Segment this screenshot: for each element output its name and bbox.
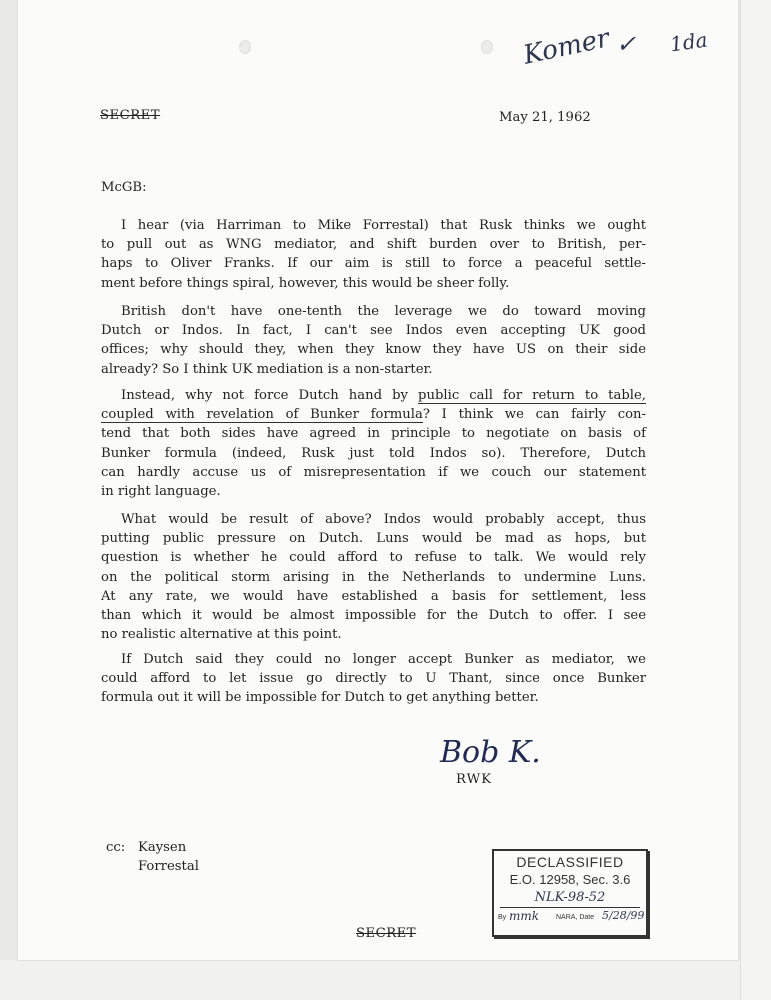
cc-name: Kaysen — [138, 840, 187, 855]
paragraph-3 — [101, 386, 646, 501]
punch-hole — [239, 40, 251, 54]
paragraph-line: could afford to let issue go directly to U Thant, since once Bunker — [101, 671, 646, 687]
paragraph-line: British don't have one-tenth the leverage we do toward moving — [121, 304, 646, 319]
paragraph-line: tend that both sides have agreed in principle to negotiate on basis of — [101, 426, 646, 442]
paragraph-line: on the political storm arising in the Netherlands to undermine Luns. — [101, 569, 646, 585]
line-text: ? I think we can fairly con- — [422, 407, 646, 423]
paragraph-line: ment before things spiral, however, this would be sheer folly. — [101, 275, 510, 291]
paragraph-line: I hear (via Harriman to Mike Forrestal) that Rusk thinks we ought — [121, 218, 646, 233]
paragraph-line: to pull out as WNG mediator, and shift burden over to British, per- — [101, 237, 646, 253]
line-text: Instead, why not force Dutch hand by — [121, 388, 419, 403]
paragraph-line: already? So I think UK mediation is a non-starter. — [101, 361, 433, 377]
underlined-text: public call for return to table, — [418, 388, 646, 403]
handwritten-komer: Komer — [520, 23, 613, 71]
signature-initials: RWK — [456, 772, 493, 787]
paragraph-line: in right language. — [101, 484, 221, 500]
cc-name: Forrestal — [138, 859, 199, 874]
memo-date: May 21, 1962 — [499, 110, 591, 125]
paragraph-line — [101, 386, 646, 405]
declassified-title: DECLASSIFIED — [516, 854, 624, 870]
handwritten-check: ✓ — [616, 30, 637, 58]
declassified-agency: NARA, Date — [556, 914, 595, 921]
paragraph-line: no realistic alternative at this point. — [101, 627, 342, 643]
paragraph-line: haps to Oliver Franks. If our aim is still to force a peaceful settle- — [101, 256, 646, 272]
paragraph-5 — [101, 650, 646, 708]
paragraph-line: What would be result of above? Indos would probably accept, thus — [121, 512, 646, 527]
next-page-edge — [740, 0, 771, 1000]
paragraph-line: formula out it will be impossible for Dutch to get anything better. — [101, 690, 539, 706]
paragraph-line: Bunker formula (indeed, Rusk just told Indos so). Therefore, Dutch — [101, 445, 646, 461]
declassified-case-number: NLK-98-52 — [534, 890, 606, 905]
declassified-date: 5/28/99 — [602, 909, 645, 922]
paragraph-line: At any rate, we would have established a basis for settlement, less — [101, 588, 646, 604]
scan-background — [0, 960, 771, 1000]
declassified-authority: E.O. 12958, Sec. 3.6 — [509, 872, 631, 887]
paragraph-line: than which it would be almost impossible for the Dutch to offer. I see — [101, 608, 646, 624]
paragraph-line: can hardly accuse us of misrepresentation if we couch our statement — [101, 464, 646, 480]
salutation: McGB: — [101, 180, 147, 195]
paragraph-4 — [101, 510, 646, 644]
paragraph-line: putting public pressure on Dutch. Luns would be mad as hops, but — [101, 531, 646, 547]
paragraph-line: offices; why should they, when they know they have US on their side — [101, 342, 646, 358]
paragraph-1 — [101, 216, 646, 293]
declassified-stamp — [492, 849, 648, 937]
classification-header: SECRET — [100, 108, 161, 123]
declassified-by-initials: mmk — [509, 909, 540, 923]
handwritten-code: 1da — [668, 27, 709, 57]
paragraph-line — [101, 405, 646, 424]
paragraph-line: Dutch or Indos. In fact, I can't see Indos even accepting UK good — [101, 323, 646, 339]
classification-footer: SECRET — [356, 926, 417, 941]
punch-hole — [481, 40, 493, 54]
cc-label: cc: — [106, 840, 126, 855]
underlined-text: coupled with revelation of Bunker formula — [101, 407, 423, 423]
paragraph-2 — [101, 302, 646, 379]
handwritten-signature: Bob K. — [440, 735, 541, 770]
paragraph-line: If Dutch said they could no longer accept Bunker as mediator, we — [121, 652, 646, 667]
memo-page — [18, 0, 738, 960]
stamp-divider — [500, 907, 640, 908]
paragraph-line: question is whether he could afford to refuse to talk. We would rely — [101, 550, 646, 566]
declassified-by-label: By — [498, 914, 507, 921]
